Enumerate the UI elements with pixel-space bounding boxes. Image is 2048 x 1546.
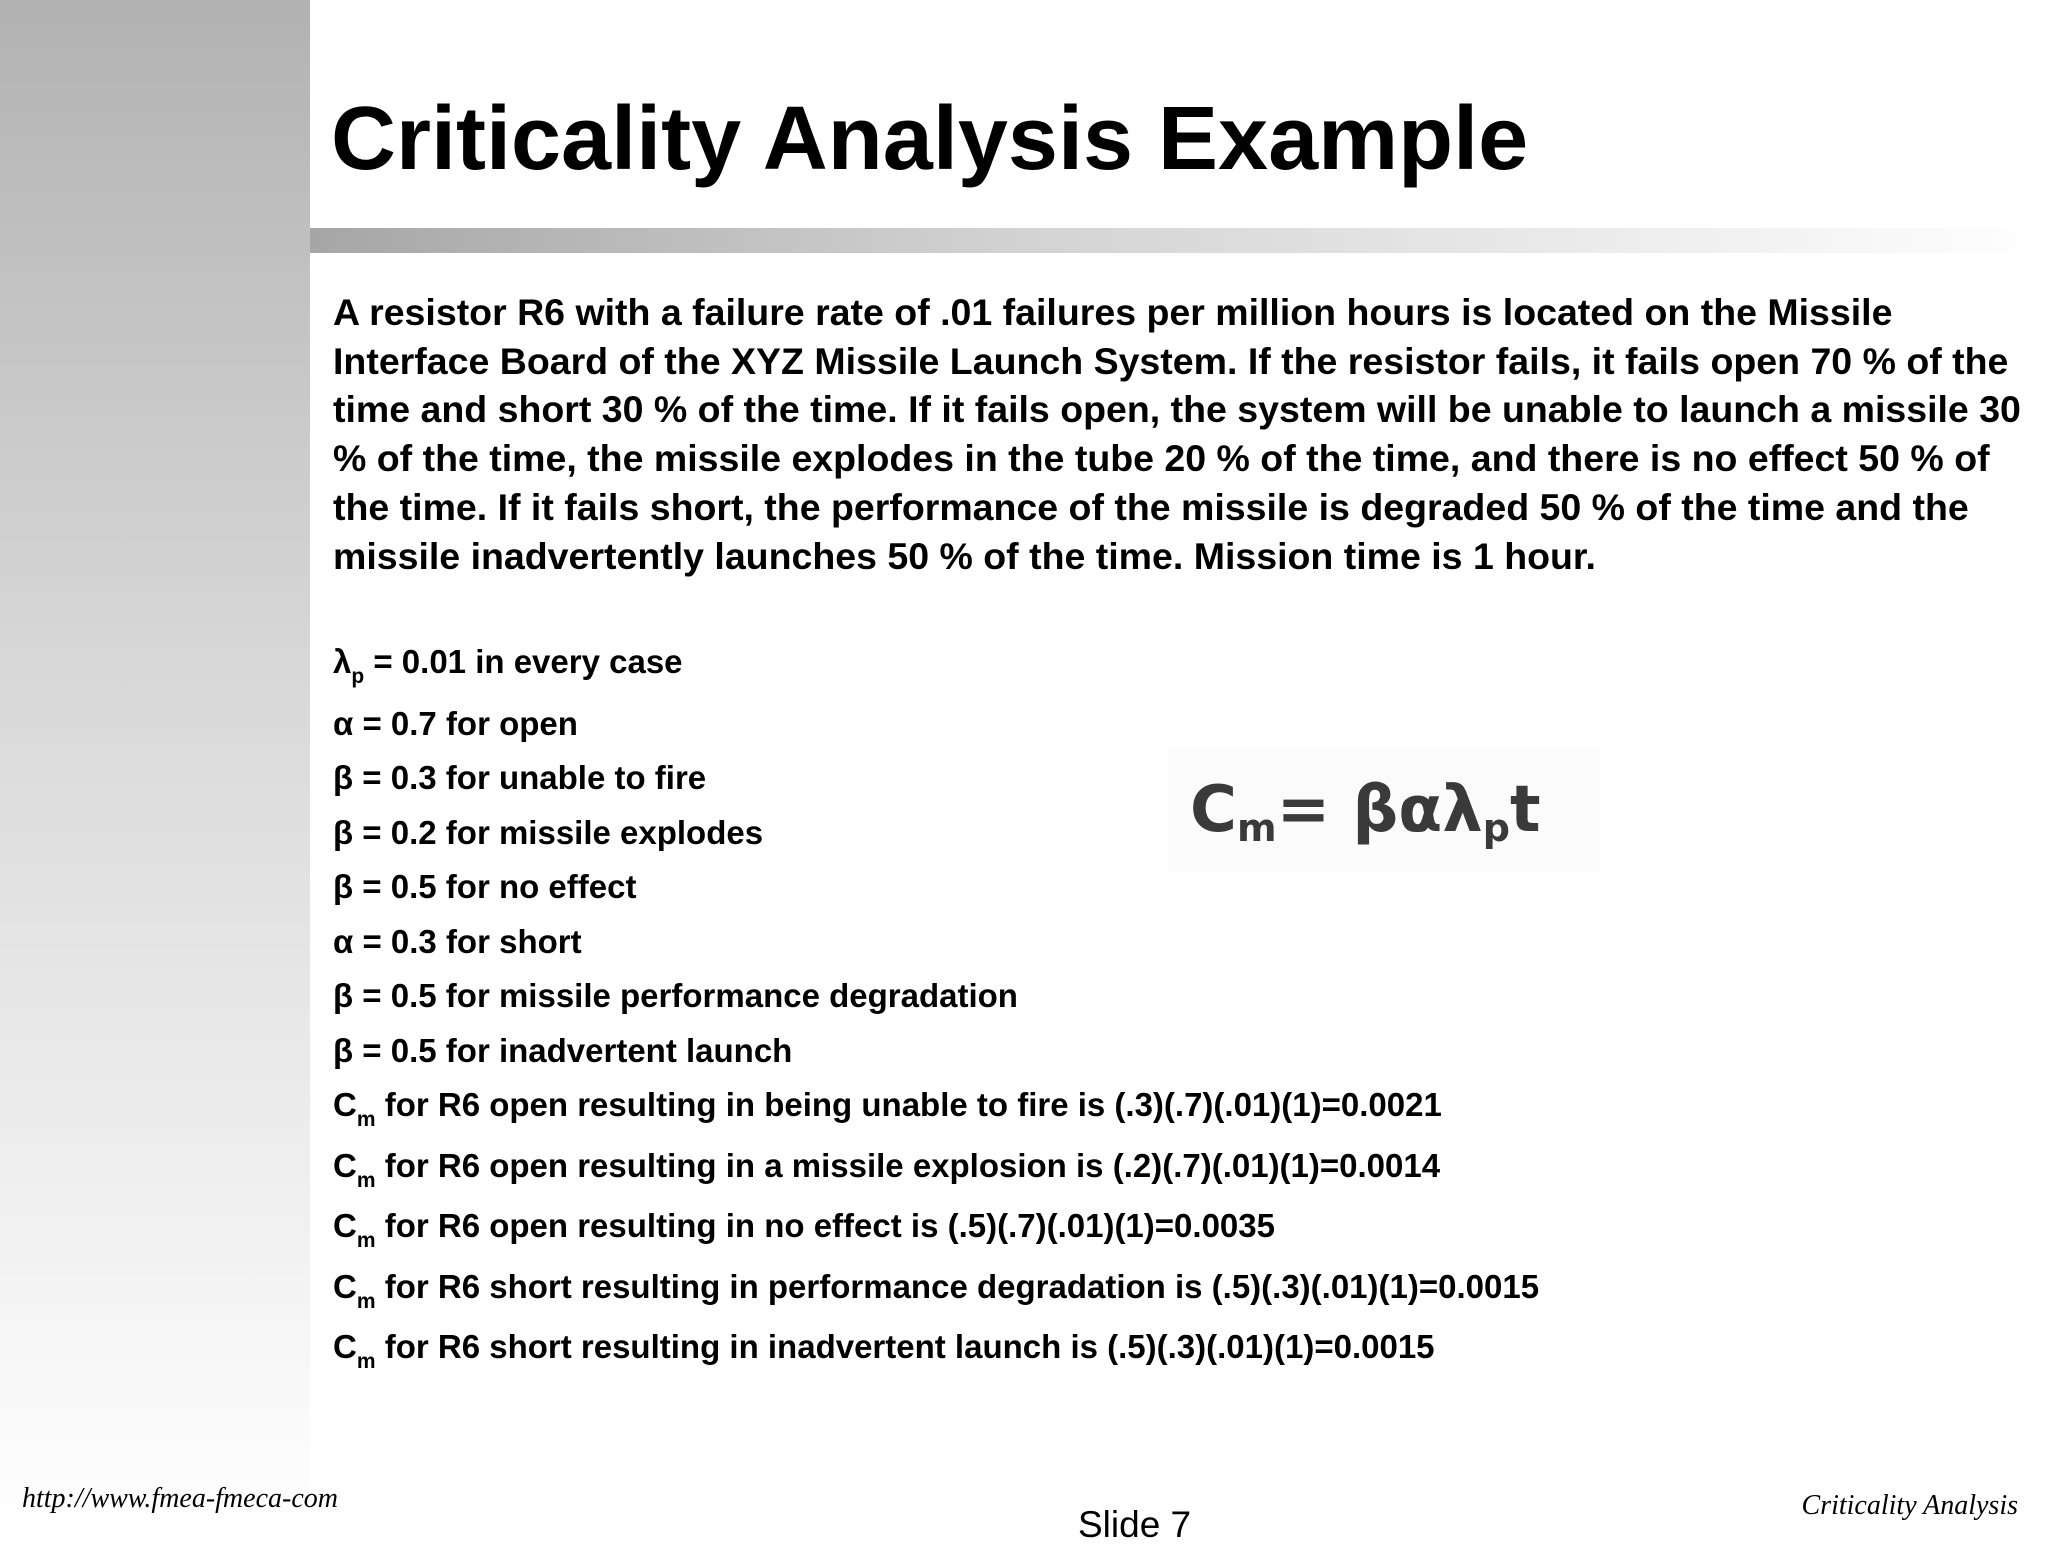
footer-url: http://www.fmea-fmeca-com [22, 1483, 338, 1514]
cm-result-text: for R6 short resulting in inadvertent launch is (.5)(.3)(.01)(1)=0.0015 [384, 1328, 1435, 1365]
cm-result-line [333, 1328, 1435, 1373]
param-line: β = 0.3 for unable to fire [333, 759, 707, 796]
cm-subscript: m [356, 1108, 376, 1131]
formula-mid: = βαλ [1276, 773, 1483, 847]
cm-subscript: m [356, 1350, 376, 1373]
slide-number: Slide 7 [1078, 1504, 1192, 1545]
cm-result-text: for R6 open resulting in a missile explosion is (.2)(.7)(.01)(1)=0.0014 [384, 1147, 1441, 1184]
cm-result-text: for R6 open resulting in being unable to fire is (.3)(.7)(.01)(1)=0.0021 [384, 1086, 1442, 1123]
cm-result-line [333, 1086, 1442, 1131]
slide-title: Criticality Analysis Example [331, 89, 1529, 189]
param-line: β = 0.5 for no effect [333, 868, 637, 905]
param-line: β = 0.5 for inadvertent launch [333, 1032, 793, 1069]
cm-symbol: C [333, 1328, 357, 1365]
cm-subscript: m [356, 1229, 376, 1252]
param-line: β = 0.5 for missile performance degradation [333, 977, 1018, 1014]
cm-result-text: for R6 open resulting in no effect is (.5)(.7)(.01)(1)=0.0035 [384, 1207, 1275, 1244]
cm-result-line [333, 1268, 1540, 1313]
param-line: α = 0.7 for open [333, 705, 578, 742]
cm-symbol: C [333, 1147, 357, 1184]
cm-symbol: C [333, 1207, 357, 1244]
lambda-symbol: λ [333, 643, 352, 680]
param-line: β = 0.2 for missile explodes [333, 814, 764, 851]
formula-t: t [1509, 773, 1541, 847]
formula-p: p [1482, 806, 1510, 850]
intro-paragraph: A resistor R6 with a failure rate of .01 failures per million hours is located on the Missile Interface Board of the XYZ Missile Launch System. If the resistor fails, it fails open 70 % of the time and short 30 % of the time. If it fails open, the system will be unable to launch a missile 30 % of the time, the missile explodes in the tube 20 % of the time, and there is no effect 50 % of the time. If it fails short, the performance of the missile is degraded 50 % of the time and the missile inadvertently launches 50 % of the time. Mission time is 1 hour. [333, 291, 2021, 577]
cm-subscript: m [356, 1169, 376, 1192]
formula-c: C [1190, 773, 1237, 847]
param-line: α = 0.3 for short [333, 923, 582, 960]
cm-result-line [333, 1147, 1441, 1192]
lambda-subscript: p [351, 665, 365, 688]
cm-result-line [333, 1207, 1275, 1252]
cm-symbol: C [333, 1268, 357, 1305]
lambda-line [333, 643, 683, 688]
cm-subscript: m [356, 1290, 376, 1313]
cm-result-text: for R6 short resulting in performance degradation is (.5)(.3)(.01)(1)=0.0015 [384, 1268, 1540, 1305]
sidebar-gradient [0, 0, 310, 1536]
title-divider [310, 228, 2048, 253]
cm-symbol: C [333, 1086, 357, 1123]
lambda-text: = 0.01 in every case [373, 643, 683, 680]
footer-topic: Criticality Analysis [1801, 1490, 2018, 1521]
formula-m: m [1236, 806, 1277, 850]
criticality-formula [1168, 748, 1600, 872]
